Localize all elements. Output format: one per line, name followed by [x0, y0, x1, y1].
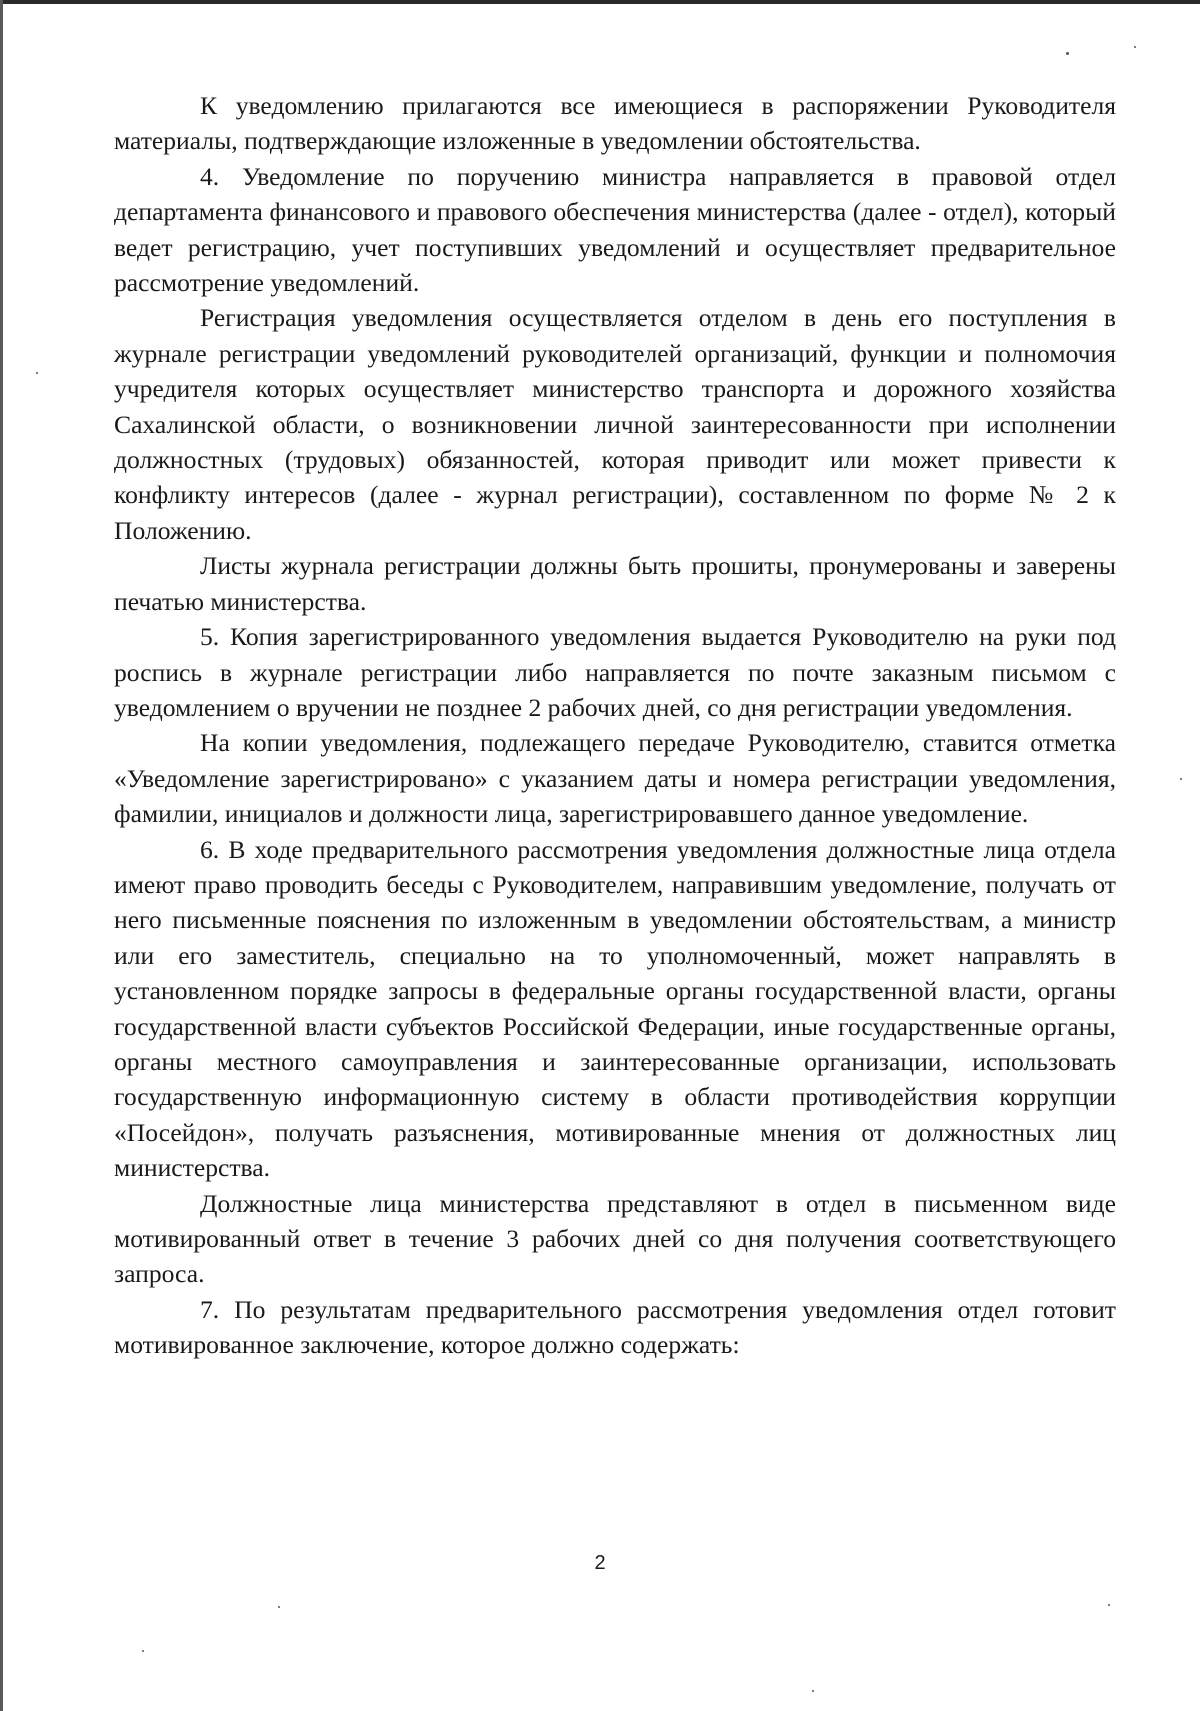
paragraph-7-conclusion: 7. По результатам предварительного рассмотрения уведомления отдел готовит мотивированное заключение, которое должно содержать:	[114, 1294, 1116, 1360]
scan-speck	[1180, 778, 1182, 780]
paragraph-4-notification-routing: 4. Уведомление по поручению министра направляется в правовой отдел департамента финансового и правового обеспечения министерства (далее - отдел), который ведет регистрацию, учет поступивших уведомлений и осуществляет предварительное рассмотрение уведомлений.	[114, 161, 1116, 298]
paragraph-officials-response: Должностные лица министерства представляют в отдел в письменном виде мотивированный ответ в течение 3 рабочих дней со дня получения соответствующего запроса.	[114, 1188, 1116, 1289]
paragraph-copy-mark: На копии уведомления, подлежащего передаче Руководителю, ставится отметка «Уведомление зарегистрировано» с указанием даты и номера регистрации уведомления, фамилии, инициалов и должности лица, зарегистрировавшего данное уведомление.	[114, 728, 1116, 829]
scan-speck	[812, 1690, 814, 1692]
scan-speck	[278, 1606, 280, 1608]
scan-speck	[142, 1650, 144, 1652]
paragraph-6-preliminary-review: 6. В ходе предварительного рассмотрения уведомления должностные лица отдела имеют право проводить беседы с Руководителем, направившим уведомление, получать от него письменные пояснения по изложенным в уведомлении обстоятельствам, а министр или его заместитель, специально на то уполномоченный, может направлять в установленном порядке запросы в федеральные органы государственной власти, органы государственной власти субъектов Российской Федерации, иные государственные органы, органы местного самоуправления и заинтересованные организации, использовать государственную информационную систему в области противодействия коррупции «Посейдон», получать разъяснения, мотивированные мнения от должностных лиц министерства.	[114, 834, 1116, 1183]
document-body	[114, 88, 1116, 1363]
paragraph-registration: Регистрация уведомления осуществляется отделом в день его поступления в журнале регистрации уведомлений руководителей организаций, функции и полномочия учредителя которых осуществляет министерство транспорта и дорожного хозяйства Сахалинской области, о возникновении личной заинтересованности при исполнении должностных (трудовых) обязанностей, которая приводит или может привести к конфликту интересов (далее - журнал регистрации), составленном по форме № 2 к Положению.	[114, 303, 1116, 545]
scan-speck	[1066, 52, 1069, 55]
scan-top-border	[0, 0, 1200, 4]
paragraph-attachments: К уведомлению прилагаются все имеющиеся в распоряжении Руководителя материалы, подтверждающие изложенные в уведомлении обстоятельства.	[114, 91, 1116, 156]
paragraph-journal-sheets: Листы журнала регистрации должны быть прошиты, пронумерованы и заверены печатью министерства.	[114, 551, 1116, 616]
scan-speck	[36, 372, 38, 374]
paragraph-5-copy: 5. Копия зарегистрированного уведомления выдается Руководителю на руки под роспись в журнале регистрации либо направляется по почте заказным письмом с уведомлением о вручении не позднее 2 рабочих дней, со дня регистрации уведомления.	[114, 622, 1116, 722]
page-number: 2	[594, 1552, 606, 1574]
scan-left-border	[0, 0, 3, 1711]
scan-speck	[1134, 46, 1136, 48]
scan-speck	[1108, 1604, 1110, 1606]
